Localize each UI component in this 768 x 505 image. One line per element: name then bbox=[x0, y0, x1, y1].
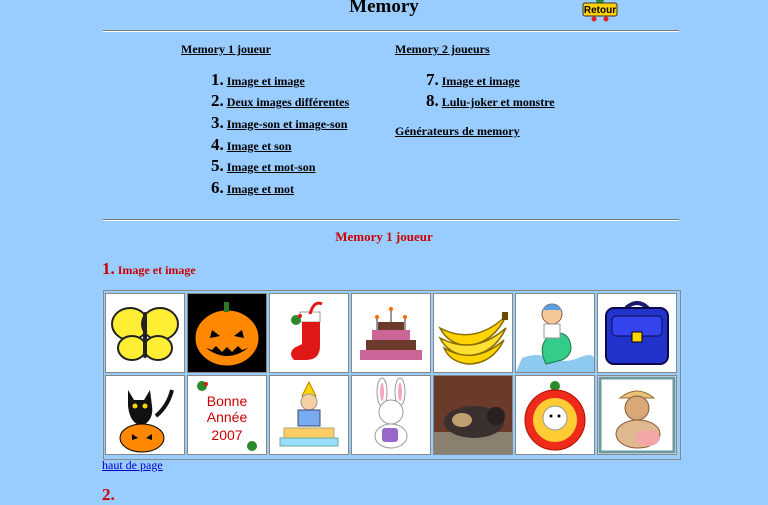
baby-on-seahorse-icon bbox=[516, 294, 594, 372]
bunny-icon bbox=[352, 376, 430, 454]
link-memory-2-joueurs[interactable]: Memory 2 joueurs bbox=[395, 42, 490, 56]
memory-card[interactable] bbox=[187, 293, 267, 373]
item-number: 5. bbox=[211, 156, 224, 175]
link-lulu-joker[interactable]: Lulu-joker et monstre bbox=[441, 95, 555, 109]
memory-card[interactable] bbox=[515, 375, 595, 455]
dog-ornament-icon bbox=[516, 376, 594, 454]
list-item bbox=[211, 178, 294, 198]
link-image-et-son[interactable]: Image et son bbox=[226, 139, 292, 153]
heading-generateurs[interactable] bbox=[395, 124, 520, 139]
memory-card[interactable] bbox=[269, 293, 349, 373]
link-image-et-image[interactable]: Image et image bbox=[226, 74, 305, 88]
item-number: 1. bbox=[211, 70, 224, 89]
clown-cake-icon bbox=[270, 376, 348, 454]
back-to-top[interactable] bbox=[102, 458, 163, 473]
memory-card[interactable] bbox=[433, 375, 513, 455]
christmas-stocking-icon bbox=[270, 294, 348, 372]
memory-card[interactable] bbox=[105, 375, 185, 455]
memory-card[interactable] bbox=[597, 293, 677, 373]
schoolbag-icon bbox=[598, 294, 676, 372]
pumpkin-icon bbox=[188, 294, 266, 372]
memory-card[interactable] bbox=[269, 375, 349, 455]
teddy-bear-icon bbox=[598, 376, 676, 454]
link-deux-images[interactable]: Deux images différentes bbox=[226, 95, 350, 109]
link-image-et-mot[interactable]: Image et mot bbox=[226, 182, 295, 196]
memory-card[interactable] bbox=[433, 293, 513, 373]
list-item bbox=[211, 70, 305, 90]
list-item bbox=[211, 156, 315, 176]
back-to-top-link[interactable]: haut de page bbox=[102, 458, 163, 472]
divider-top bbox=[103, 30, 679, 32]
heading-memory-2-joueurs[interactable] bbox=[395, 42, 490, 57]
card-text-line1: Bonne bbox=[206, 393, 248, 409]
list-item bbox=[211, 135, 291, 155]
memory-card[interactable] bbox=[351, 293, 431, 373]
item-number: 2. bbox=[211, 91, 224, 110]
link-generateurs[interactable]: Générateurs de memory bbox=[395, 124, 520, 138]
link-memory-1-joueur[interactable]: Memory 1 joueur bbox=[181, 42, 271, 56]
link-2j-image-et-image[interactable]: Image et image bbox=[441, 74, 520, 88]
memory-card[interactable] bbox=[597, 375, 677, 455]
list-item bbox=[426, 70, 520, 90]
card-text-line2: Année bbox=[206, 409, 248, 425]
butterfly-icon bbox=[106, 294, 184, 372]
bonne-annee-card-icon bbox=[188, 376, 266, 454]
memory-card[interactable] bbox=[105, 293, 185, 373]
item-number: 8. bbox=[426, 91, 439, 110]
retour-button[interactable] bbox=[582, 0, 618, 22]
memory-grid bbox=[103, 290, 681, 460]
item-number: 6. bbox=[211, 178, 224, 197]
item-number: 7. bbox=[426, 70, 439, 89]
page-title: Memory bbox=[349, 0, 419, 17]
subsection-label: Image et image bbox=[117, 263, 196, 277]
memory-card[interactable] bbox=[515, 293, 595, 373]
memory-card[interactable] bbox=[187, 375, 267, 455]
list-item bbox=[211, 91, 349, 111]
link-image-son[interactable]: Image-son et image-son bbox=[226, 117, 348, 131]
retour-label: Retour bbox=[583, 5, 617, 16]
retour-icon bbox=[582, 0, 618, 22]
divider-middle bbox=[103, 219, 679, 221]
section-title: Memory 1 joueur bbox=[335, 229, 433, 244]
heading-memory-1-joueur[interactable] bbox=[181, 42, 271, 57]
card-text-line3: 2007 bbox=[211, 427, 243, 443]
bananas-icon bbox=[434, 294, 512, 372]
item-number: 4. bbox=[211, 135, 224, 154]
cat-photo-icon bbox=[434, 376, 512, 454]
memory-card[interactable] bbox=[351, 375, 431, 455]
subsection-number: 1. bbox=[102, 259, 115, 278]
black-cat-pumpkin-icon bbox=[106, 376, 184, 454]
link-image-et-mot-son[interactable]: Image et mot-son bbox=[226, 160, 316, 174]
list-item bbox=[211, 113, 347, 133]
list-item bbox=[426, 91, 555, 111]
birthday-cake-icon bbox=[352, 294, 430, 372]
item-number: 3. bbox=[211, 113, 224, 132]
next-section-number: 2. bbox=[102, 485, 115, 504]
subsection-title bbox=[102, 259, 196, 279]
